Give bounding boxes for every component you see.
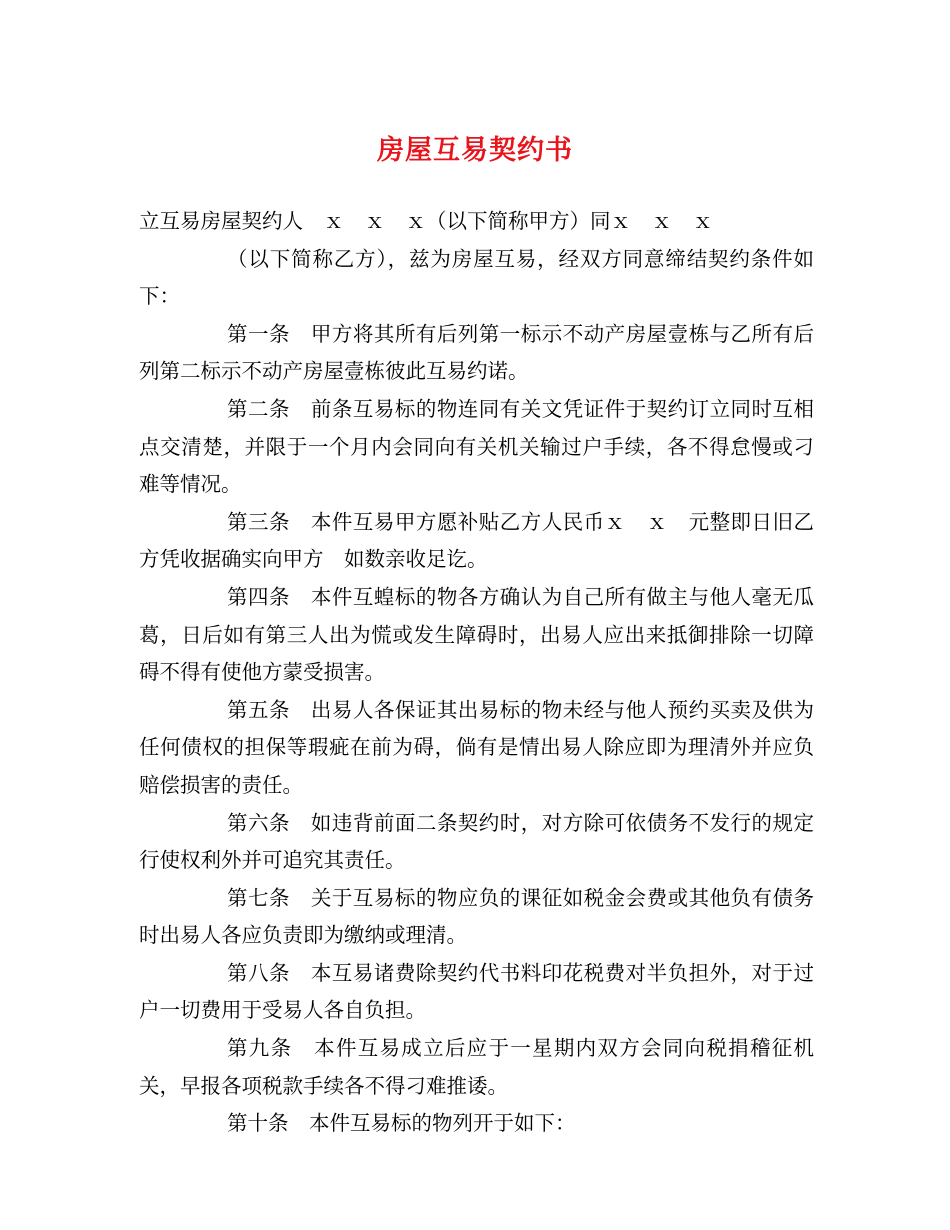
clause-3: 第三条 本件互易甲方愿补贴乙方人民币ｘ ｘ 元整即日旧乙方凭收据确实向甲方 如数亲收足讫。 — [139, 509, 814, 572]
clause-10: 第十条 本件互易标的物列开于如下： — [227, 1111, 576, 1136]
clause-7: 第七条 关于互易标的物应负的课征如税金会费或其他负有债务时出易人各应负责即为缴纳或理清。 — [139, 885, 814, 948]
clause-8: 第八条 本互易诸费除契约代书料印花税费对半负担外，对于过户一切费用于受易人各自负担。 — [139, 960, 814, 1023]
document-body — [139, 203, 814, 1143]
clause-4: 第四条 本件互蝗标的物各方确认为自己所有做主与他人毫无瓜葛，日后如有第三人出为慌或发生障碍时，出易人应出来抵御排除一切障碍不得有使他方蒙受损害。 — [139, 584, 814, 685]
preamble-line-1: 立互易房屋契约人 ｘ ｘ ｘ（以下简称甲方）同ｘ ｘ ｘ — [139, 209, 713, 233]
clause-2: 第二条 前条互易标的物连同有关文凭证件于契约订立同时互相点交清楚，并限于一个月内会同向有关机关输过户手续，各不得怠慢或刁难等情况。 — [139, 396, 814, 497]
document-title: 房屋互易契约书 — [377, 135, 573, 166]
clause-6: 第六条 如违背前面二条契约时，对方除可依债务不发行的规定行使权利外并可追究其责任。 — [139, 810, 814, 873]
clause-9: 第九条 本件互易成立后应于一星期内双方会同向税捐稽征机关，早报各项税款手续各不得刁难推诿。 — [139, 1036, 814, 1098]
preamble-line-2: （以下简称乙方），兹为房屋互易，经双方同意缔结契约条件如下： — [139, 246, 814, 309]
clause-5: 第五条 出易人各保证其出易标的物未经与他人预约买卖及供为任何债权的担保等瑕疵在前为碍，倘有是情出易人除应即为理清外并应负赔偿损害的责任。 — [139, 697, 814, 797]
clause-1: 第一条 甲方将其所有后列第一标示不动产房屋壹栋与乙所有后列第二标示不动产房屋壹栋彼此互易约诺。 — [139, 321, 814, 384]
